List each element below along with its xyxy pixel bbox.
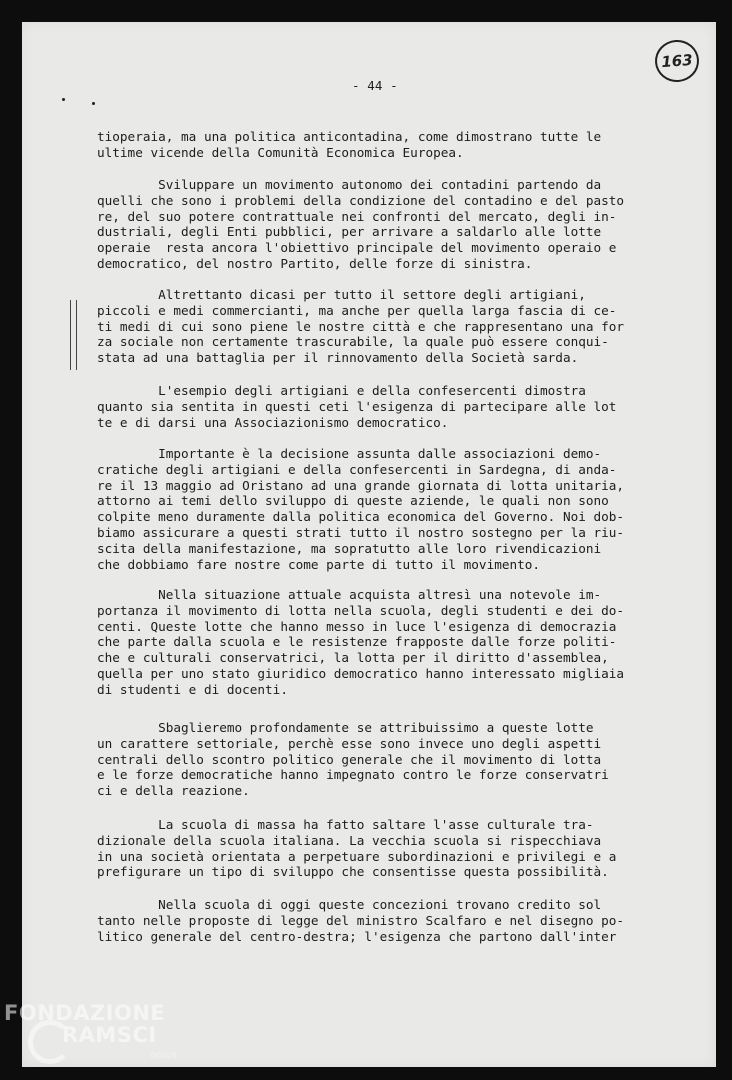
text-line: biamo assicurare a questi strati tutto il nostro sostegno per la riu- [97, 524, 625, 540]
watermark-fondazione: FONDAZIONE [4, 1001, 166, 1025]
text-line: ti medi di cui sono piene le nostre città e che rappresentano una for [97, 318, 625, 334]
text-line: piccoli e medi commercianti, ma anche per quella larga fascia di ce- [97, 302, 617, 318]
text-line: democratico, del nostro Partito, delle forze di sinistra. [97, 255, 533, 271]
text-line: Altrettanto dicasi per tutto il settore degli artigiani, [97, 287, 586, 302]
text-line: quella per uno stato giuridico democratico hanno interessato migliaia [97, 665, 625, 681]
paragraph-6 [97, 587, 677, 698]
text-line: che parte dalla scuola e le resistenze frapposte dalle forze politi- [97, 634, 617, 650]
text-line: attorno ai temi dello sviluppo di queste aziende, le quali non sono [97, 493, 609, 509]
punch-dot-right [92, 102, 95, 105]
paragraph-1 [97, 129, 677, 161]
text-line: quanto sia sentita in questi ceti l'esigenza di partecipare alle lot [97, 398, 617, 414]
paragraph-5 [97, 446, 677, 572]
text-line: Importante è la decisione assunta dalle associazioni demo- [97, 446, 602, 461]
text-line: za sociale non certamente trascurabile, la quale può essere conqui- [97, 334, 609, 350]
page-number: - 44 - [352, 78, 398, 93]
paragraph-3 [97, 287, 677, 366]
paragraph-4 [97, 383, 677, 430]
text-line: dustriali, degli Enti pubblici, per arrivare a saldarlo alle lotte [97, 224, 602, 240]
text-line: che dobbiamo fare nostre come parte di tutto il movimento. [97, 556, 541, 572]
text-line: L'esempio degli artigiani e della confesercenti dimostra [97, 383, 586, 398]
text-line: scita della manifestazione, ma sopratutto alle loro rivendicazioni [97, 540, 602, 556]
watermark-gramsci: RAMSCI [62, 1023, 157, 1047]
text-line: Nella situazione attuale acquista altresì una notevole im- [97, 587, 602, 602]
archive-number-stamp: 163 [654, 39, 701, 84]
text-line: centrali dello scontro politico generale che il movimento di lotta [97, 751, 602, 767]
text-line: centi. Queste lotte che hanno messo in luce l'esigenza di democrazia [97, 618, 617, 634]
text-line: cratiche degli artigiani e della confesercenti in Sardegna, di anda- [97, 461, 617, 477]
text-line: in una società orientata a perpetuare subordinazioni e privilegi e a [97, 848, 617, 864]
paragraph-8 [97, 817, 677, 880]
watermark-onlus: onlus [150, 1050, 177, 1061]
text-line: di studenti e di docenti. [97, 681, 288, 697]
text-line: e le forze democratiche hanno impegnato contro le forze conservatri [97, 767, 609, 783]
text-line: prefigurare un tipo di sviluppo che consentisse questa possibilità. [97, 864, 609, 880]
text-line: operaie resta ancora l'obiettivo principale del movimento operaio e [97, 240, 617, 256]
text-line: che e culturali conservatrici, la lotta per il diritto d'assemblea, [97, 650, 609, 666]
text-line: ultime vicende della Comunità Economica Europea. [97, 144, 464, 160]
text-line: te e di darsi una Associazionismo democratico. [97, 414, 449, 430]
text-line: tanto nelle proposte di legge del ministro Scalfaro e nel disegno po- [97, 912, 625, 928]
text-line: La scuola di massa ha fatto saltare l'asse culturale tra- [97, 817, 594, 832]
text-line: re, del suo potere contrattuale nei confronti del mercato, degli in- [97, 208, 617, 224]
paragraph-2 [97, 177, 677, 272]
text-line: un carattere settoriale, perchè esse sono invece uno degli aspetti [97, 735, 602, 751]
text-line: ci e della reazione. [97, 783, 250, 799]
text-line: Sviluppare un movimento autonomo dei contadini partendo da [97, 177, 602, 192]
text-line: Sbaglieremo profondamente se attribuissimo a queste lotte [97, 720, 594, 735]
text-line: colpite meno duramente dalla politica economica del Governo. Noi dob- [97, 509, 625, 525]
text-line: Nella scuola di oggi queste concezioni trovano credito sol [97, 897, 602, 912]
text-line: quelli che sono i problemi della condizione del contadino e del pasto [97, 192, 625, 208]
text-line: re il 13 maggio ad Oristano ad una grande giornata di lotta unitaria, [97, 477, 625, 493]
text-line: tioperaia, ma una politica anticontadina, come dimostrano tutte le [97, 129, 602, 144]
text-line: litico generale del centro-destra; l'esigenza che partono dall'inter [97, 928, 617, 944]
text-line: dizionale della scuola italiana. La vecchia scuola si rispecchiava [97, 832, 602, 848]
paragraph-7 [97, 720, 677, 799]
punch-dot-left [62, 98, 65, 101]
text-line: stata ad una battaglia per il rinnovamento della Società sarda. [97, 350, 579, 366]
text-line: portanza il movimento di lotta nella scuola, degli studenti e dei do- [97, 602, 625, 618]
document-page [22, 22, 716, 1067]
margin-mark [70, 300, 77, 370]
paragraph-9 [97, 897, 677, 944]
